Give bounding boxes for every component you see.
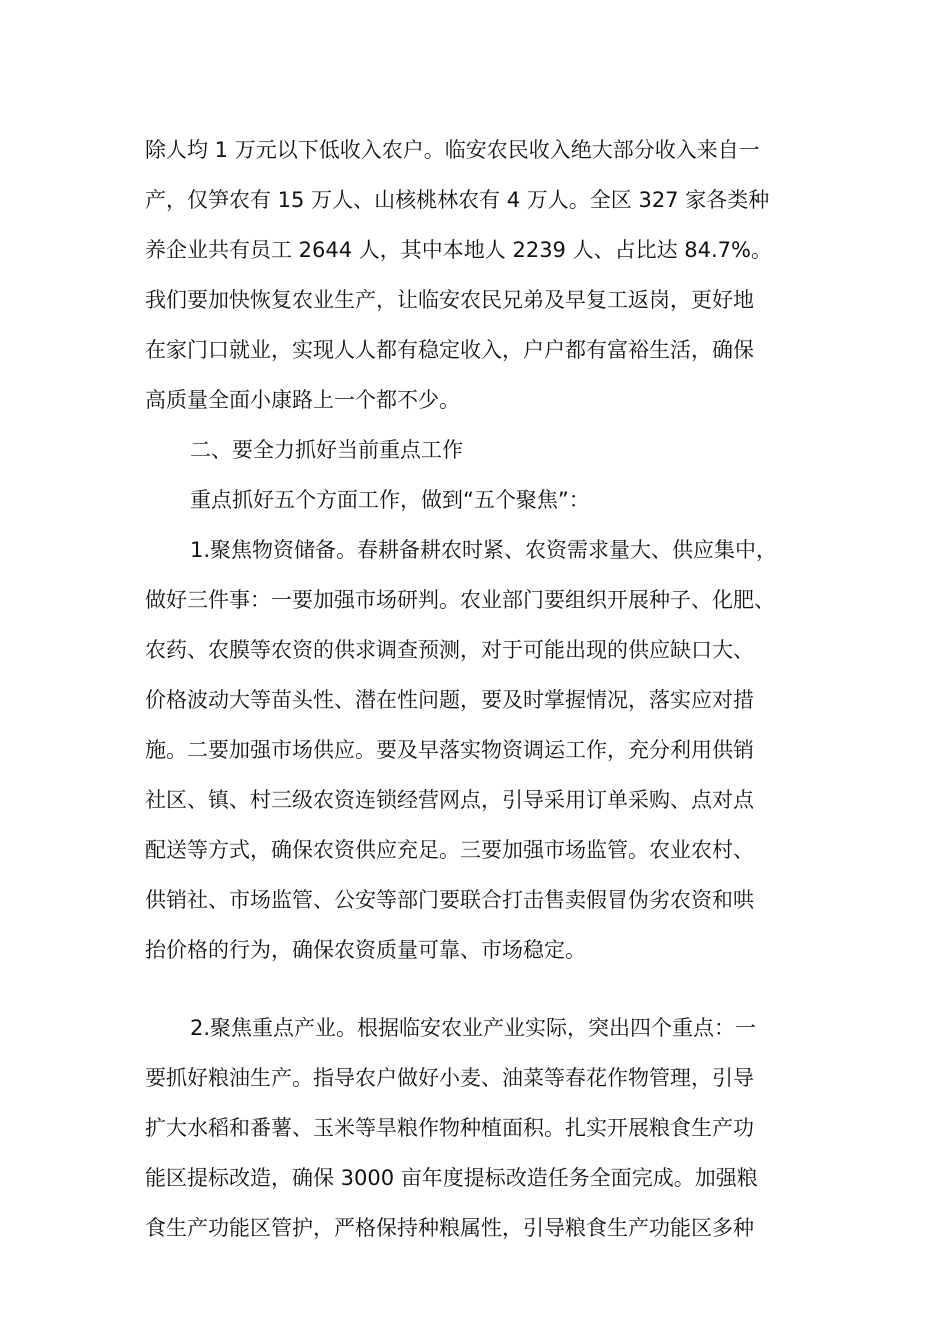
text-line: 能区提标改造，确保 3000 亩年度提标改造任务全面完成。加强粮 xyxy=(145,1166,758,1190)
text-line: 除人均 1 万元以下低收入农户。临安农民收入绝大部分收入来自一 xyxy=(145,138,760,162)
text-line: 高质量全面小康路上一个都不少。 xyxy=(145,388,460,412)
text-line: 做好三件事：一要加强市场研判。农业部门要组织开展种子、化肥、 xyxy=(145,588,775,612)
text-line: 重点抓好五个方面工作，做到“五个聚焦”： xyxy=(190,488,590,512)
text-line: 养企业共有员工 2644 人，其中本地人 2239 人、占比达 84.7%。 xyxy=(145,238,772,262)
text-line: 价格波动大等苗头性、潜在性问题，要及时掌握情况，落实应对措 xyxy=(145,688,754,712)
text-line: 要抓好粮油生产。指导农户做好小麦、油菜等春花作物管理，引导 xyxy=(145,1066,754,1090)
text-line: 扩大水稻和番薯、玉米等旱粮作物种植面积。扎实开展粮食生产功 xyxy=(145,1116,754,1140)
text-line: 供销社、市场监管、公安等部门要联合打击售卖假冒伪劣农资和哄 xyxy=(145,888,754,912)
text-line: 施。二要加强市场供应。要及早落实物资调运工作，充分利用供销 xyxy=(145,738,754,762)
text-line: 1.聚焦物资储备。春耕备耕农时紧、农资需求量大、供应集中， xyxy=(190,538,778,562)
text-line: 配送等方式，确保农资供应充足。三要加强市场监管。农业农村、 xyxy=(145,838,754,862)
text-line: 农药、农膜等农资的供求调查预测，对于可能出现的供应缺口大、 xyxy=(145,638,754,662)
text-line: 食生产功能区管护，严格保持种粮属性，引导粮食生产功能区多种 xyxy=(145,1216,754,1240)
text-line: 我们要加快恢复农业生产，让临安农民兄弟及早复工返岗，更好地 xyxy=(145,288,754,312)
text-line: 在家门口就业，实现人人都有稳定收入，户户都有富裕生活，确保 xyxy=(145,338,754,362)
text-line: 抬价格的行为，确保农资质量可靠、市场稳定。 xyxy=(145,938,586,962)
text-line: 2.聚焦重点产业。根据临安农业产业实际，突出四个重点：一 xyxy=(190,1016,757,1040)
section-heading: 二、要全力抓好当前重点工作 xyxy=(190,438,463,462)
text-line: 社区、镇、村三级农资连锁经营网点，引导采用订单采购、点对点 xyxy=(145,788,754,812)
text-line: 产，仅笋农有 15 万人、山核桃林农有 4 万人。全区 327 家各类种 xyxy=(145,188,770,212)
